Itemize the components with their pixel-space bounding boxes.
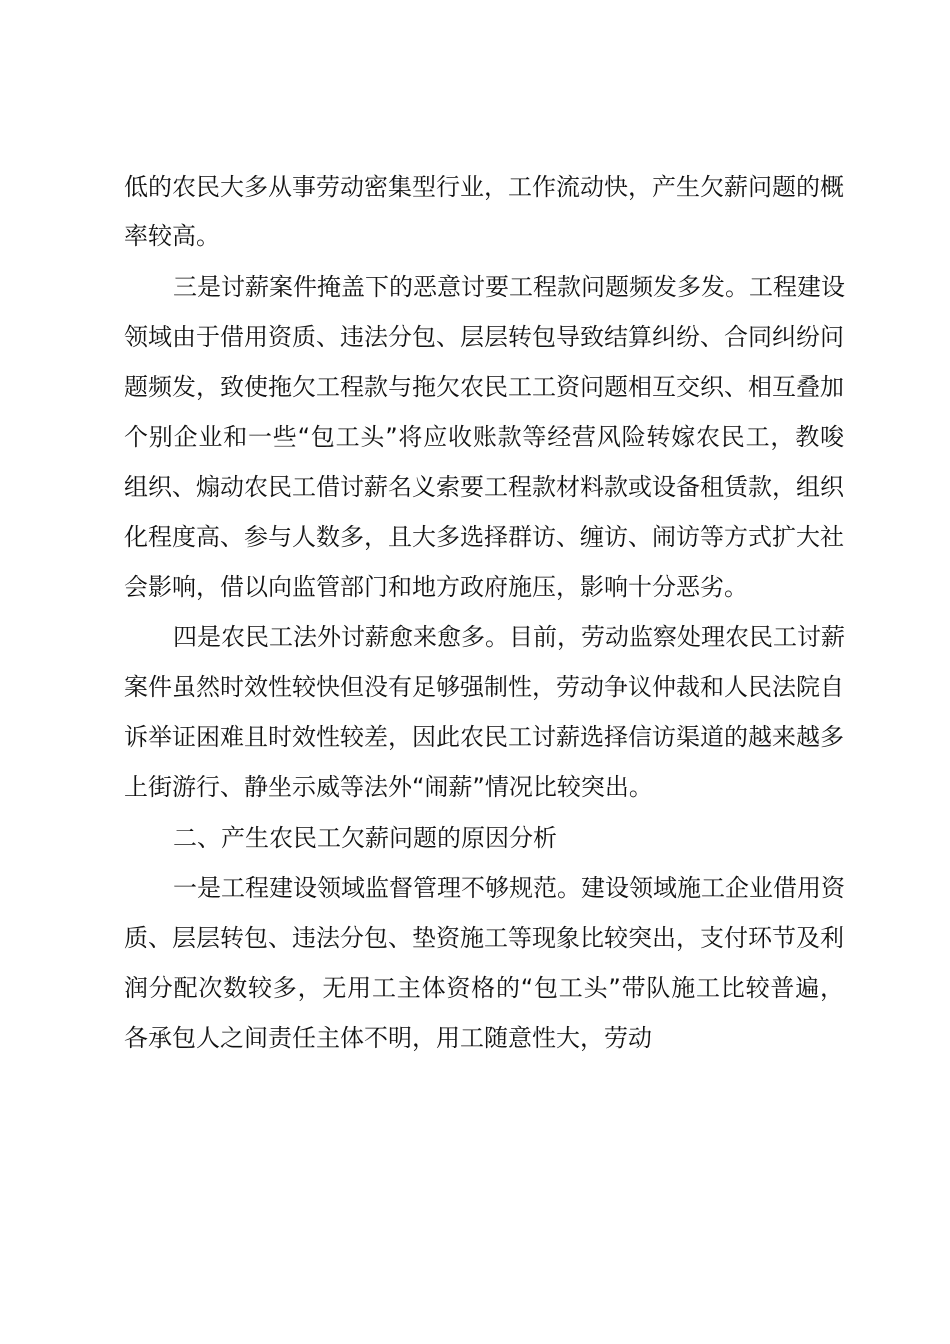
text-line: 上街游行、静坐示威等法外“闹薪”情况比较突出。: [124, 773, 653, 801]
text-line: 会影响，借以向监管部门和地方政府施压，影响十分恶劣。: [124, 573, 748, 601]
paragraph-start-line: 三是讨薪案件掩盖下的恶意讨要工程款问题频发多发。工程建设: [173, 273, 845, 301]
text-line: 案件虽然时效性较快但没有足够强制性，劳动争议仲裁和人民法院自: [124, 673, 844, 701]
text-line: 领域由于借用资质、违法分包、层层转包导致结算纠纷、合同纠纷问: [124, 323, 844, 351]
text-line: 质、层层转包、违法分包、垫资施工等现象比较突出，支付环节及利: [124, 924, 844, 952]
text-line: 题频发，致使拖欠工程款与拖欠农民工工资问题相互交织、相互叠加: [124, 373, 844, 401]
paragraph-start-line: 四是农民工法外讨薪愈来愈多。目前，劳动监察处理农民工讨薪: [173, 623, 845, 651]
section-heading: 二、产生农民工欠薪问题的原因分析: [173, 824, 557, 852]
text-line: 个别企业和一些“包工头”将应收账款等经营风险转嫁农民工，教唆: [124, 423, 844, 451]
text-line: 组织、煽动农民工借讨薪名义索要工程款材料款或设备租赁款，组织: [124, 473, 844, 501]
text-line: 各承包人之间责任主体不明，用工随意性大，劳动: [124, 1024, 652, 1052]
text-line: 润分配次数较多，无用工主体资格的“包工头”带队施工比较普遍，: [124, 974, 844, 1002]
paragraph-start-line: 一是工程建设领域监督管理不够规范。建设领域施工企业借用资: [173, 874, 845, 902]
text-line: 诉举证困难且时效性较差，因此农民工讨薪选择信访渠道的越来越多: [124, 723, 844, 751]
text-line: 低的农民大多从事劳动密集型行业，工作流动快，产生欠薪问题的概: [124, 173, 844, 201]
text-line: 化程度高、参与人数多，且大多选择群访、缠访、闹访等方式扩大社: [124, 523, 844, 551]
text-line: 率较高。: [124, 222, 220, 250]
